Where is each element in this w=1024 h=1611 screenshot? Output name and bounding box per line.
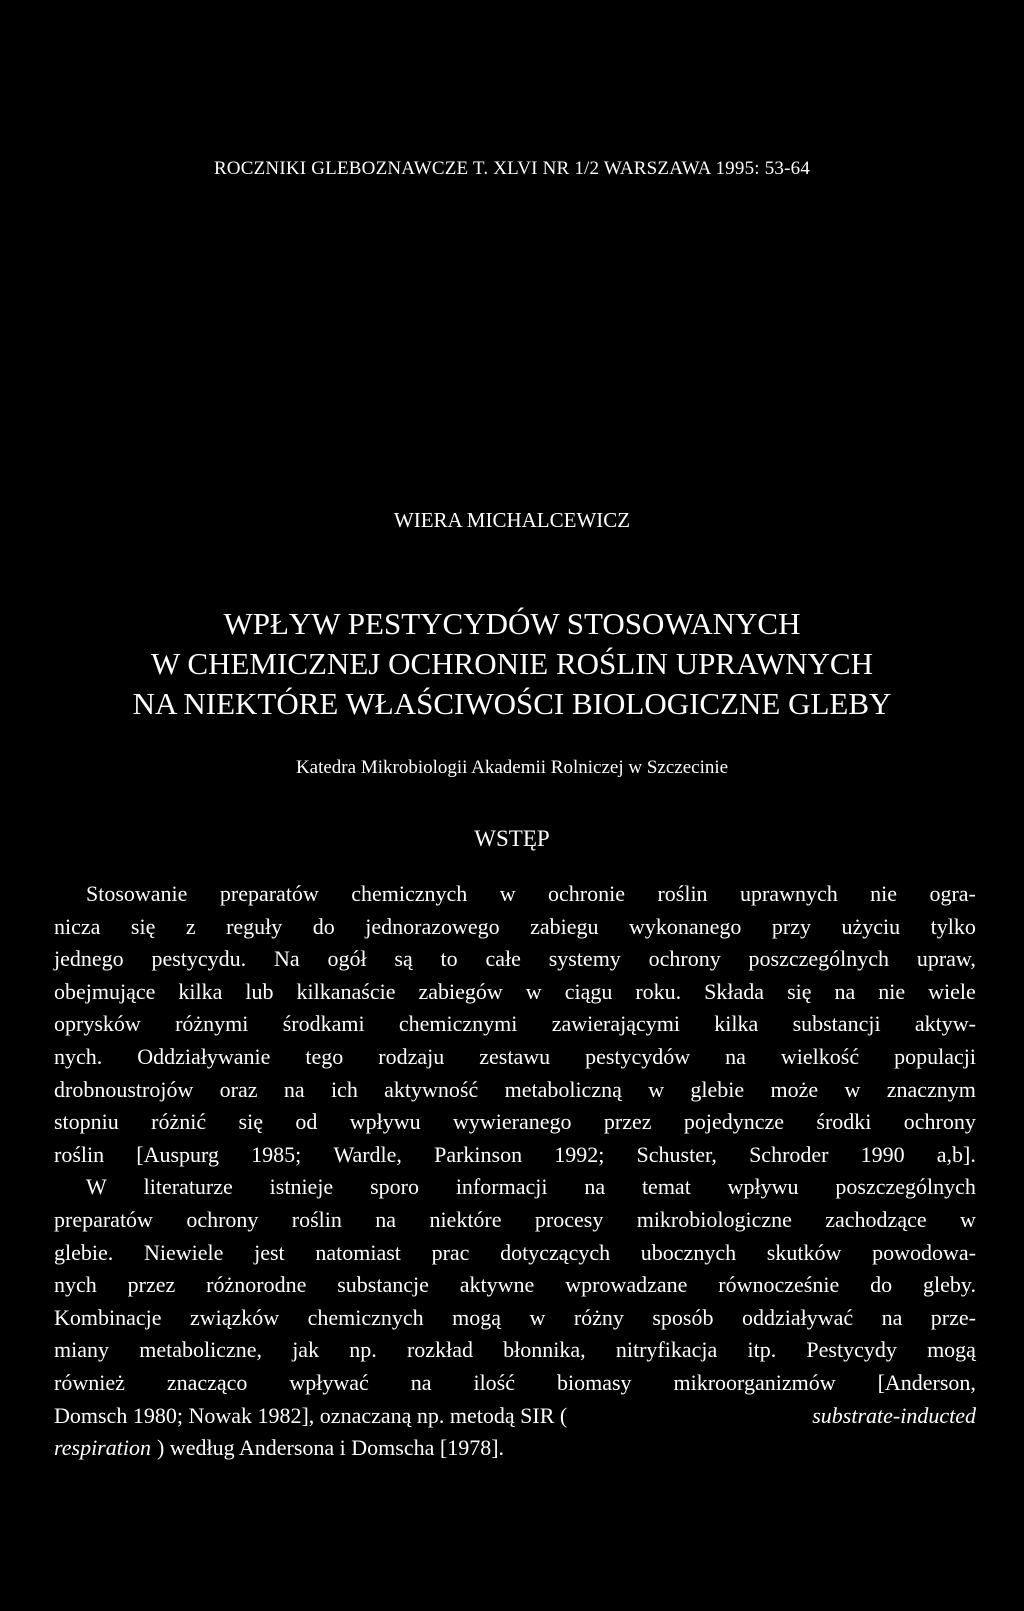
body-line [54,1367,976,1400]
word: ilość [473,1369,516,1395]
word: może [770,1076,819,1102]
word: oddziaływać [741,1304,854,1330]
word: w [960,1206,976,1232]
word: chemicznymi [398,1011,518,1037]
word: jednorazowego [365,913,500,939]
word: wywieranego [452,1109,572,1135]
word: wielkość [780,1043,860,1069]
body-line [54,1269,976,1302]
word: Składa [704,978,765,1004]
word: poszczególnych [748,946,890,972]
word: różnymi [175,1011,249,1037]
body-line [54,1106,976,1139]
body-line [54,1139,976,1172]
word: na [375,1206,397,1232]
word: Parkinson [434,1141,523,1167]
word: a,b]. [936,1141,976,1167]
word: natomiast [315,1239,401,1265]
word: dotyczących [500,1239,611,1265]
word: nicza [54,913,101,939]
word: glebie [690,1076,745,1102]
word: glebie. [54,1239,114,1265]
word: zabiegów [418,978,503,1004]
word: ochronie [548,881,626,906]
word: Wardle, [333,1141,402,1167]
word: zachodzące [825,1206,927,1232]
word: na [725,1043,746,1069]
word: rozkład [406,1337,473,1363]
word: ochrony [186,1206,259,1232]
word: z [185,913,196,939]
word: roku. [635,978,682,1004]
title-line: WPŁYW PESTYCYDÓW STOSOWANYCH [223,606,801,641]
word: kilkanaście [296,978,396,1004]
word: prac [431,1239,470,1265]
body-line [54,878,976,911]
word: temat [641,1174,691,1200]
word: itp. [747,1337,777,1363]
word: przez [127,1272,176,1298]
word: chemicznych [351,881,468,906]
word: ochrony [648,946,721,972]
word: w [844,1076,861,1102]
word: wprowadzane [565,1272,688,1298]
affiliation: Katedra Mikrobiologii Akademii Rolniczej w Szczecinie [295,757,729,778]
word: równocześnie [718,1272,840,1298]
word: aktywne [459,1272,535,1298]
body-line [54,1204,976,1237]
word: preparatów [54,1206,153,1232]
word: pestycydów [585,1043,691,1069]
word: Kombinacje [54,1304,162,1330]
word: nych. [54,1043,103,1069]
word: się [238,1109,263,1135]
word: powodowa- [872,1239,976,1265]
body-line [54,1074,976,1107]
body-line-mixed [54,1432,976,1465]
word: systemy [548,946,621,972]
word: roślin [54,1141,105,1167]
word: w [648,1076,665,1102]
word: procesy [534,1206,604,1232]
word: poszczególnych [835,1174,976,1200]
word: metaboliczną [504,1076,622,1102]
word: zabiegu [530,913,599,939]
word: w [499,881,516,906]
word: preparatów [219,881,319,906]
word: kilka [178,978,223,1004]
word: nie [878,978,906,1004]
word: sposób [652,1304,714,1330]
word: substancje [337,1272,429,1298]
word: Stosowanie [86,881,188,906]
word: ogół [327,946,367,972]
word: lub [245,978,274,1004]
journal-header: ROCZNIKI GLEBOZNAWCZE T. XLVI NR 1/2 WARSZAWA 1995: 53-64 [213,158,811,179]
body-line [54,976,976,1009]
body-line-italic: respiration [54,1435,151,1461]
word: Schuster, [636,1141,717,1167]
word: Schroder [749,1141,829,1167]
word: reguły [226,913,283,939]
body-line-mixed [54,1400,976,1433]
word: substancji [792,1011,881,1037]
word: w [529,1304,546,1330]
word: roślin [291,1206,342,1232]
word: na [584,1174,606,1200]
word: środkami [282,1011,365,1037]
article-title [0,604,1024,724]
word: wpływu [727,1174,799,1200]
body-line [54,1008,976,1041]
word: sporo [370,1174,419,1200]
body-line [54,1302,976,1335]
word: Oddziaływanie [137,1043,271,1069]
word: populacji [894,1043,976,1069]
word: znacząco [166,1369,248,1395]
word: ogra- [929,881,976,906]
word: uprawnych [739,881,838,906]
word: [Anderson, [877,1369,976,1395]
word: ubocznych [640,1239,737,1265]
word: stopniu [54,1109,119,1135]
word: np. [349,1337,377,1363]
word: nie [870,881,898,906]
word: zawierającymi [551,1011,680,1037]
word: to [440,946,458,972]
word: W [86,1174,107,1200]
word: różnorodne [206,1272,307,1298]
word: zestawu [479,1043,551,1069]
word: do [870,1272,893,1298]
word: mikroorganizmów [673,1369,836,1395]
word: na [283,1076,305,1102]
word: wpływu [349,1109,421,1135]
word: związków [189,1304,280,1330]
word: nitryfikacja [615,1337,718,1363]
word: do [312,913,335,939]
body-line [54,1171,976,1204]
word: od [295,1109,318,1135]
word: wiele [928,978,976,1004]
word: całe [485,946,521,972]
word: na [410,1369,432,1395]
word: ich [330,1076,358,1102]
word: różny [573,1304,624,1330]
word: jak [292,1337,320,1363]
word: mikrobiologiczne [636,1206,792,1232]
word: Pestycydy [806,1337,897,1363]
word: pojedyncze [683,1109,785,1135]
author-name: WIERA MICHALCEWICZ [393,508,631,532]
word: rodzaju [378,1043,445,1069]
word: w [525,978,542,1004]
word: niektóre [429,1206,502,1232]
word: się [130,913,156,939]
word: są [394,946,413,972]
word: błonnika, [503,1337,586,1363]
word: 1985; [251,1141,302,1167]
section-heading: WSTĘP [474,826,550,851]
word: przez [603,1109,652,1135]
word: drobnoustrojów [54,1076,194,1102]
word: środki [816,1109,872,1135]
word: 1990 [860,1141,905,1167]
word: [Auspurg [136,1141,219,1167]
word: aktyw- [914,1011,976,1037]
word: ciągu [564,978,613,1004]
word: literaturze [143,1174,233,1200]
word: Niewiele [143,1239,224,1265]
word: wpływać [289,1369,369,1395]
word: się [787,978,812,1004]
word: tego [305,1043,344,1069]
word: obejmujące [54,978,156,1004]
word: Na [273,946,300,972]
word: oraz [219,1076,258,1102]
word: istnieje [269,1174,334,1200]
word: różnić [151,1109,207,1135]
word: 1992; [554,1141,605,1167]
body-line [54,1237,976,1270]
body-line [54,1334,976,1367]
word: jest [254,1239,285,1265]
word: znacznym [886,1076,976,1102]
body-line [54,943,976,976]
word: miany [54,1337,109,1363]
word: mogą [927,1337,976,1363]
word: chemicznych [307,1304,424,1330]
word: wykonanego [629,913,742,939]
word: skutków [766,1239,842,1265]
word: oprysków [54,1011,141,1037]
word: gleby. [923,1272,976,1298]
word: ochrony [903,1109,976,1135]
word: kilka [714,1011,759,1037]
word: prze- [930,1304,976,1330]
body-line [54,911,976,944]
title-line: W CHEMICZNEJ OCHRONIE ROŚLIN UPRAWNYCH [150,646,873,681]
word: informacji [455,1174,548,1200]
body-line [54,1041,976,1074]
word: metaboliczne, [139,1337,262,1363]
word: mogą [452,1304,502,1330]
body-text [54,878,976,1465]
word: aktywność [384,1076,479,1102]
body-line-text: Domsch 1980; Nowak 1982], oznaczaną np. metodą SIR ( [54,1402,568,1428]
word: jednego [54,946,124,972]
word: przy [771,913,812,939]
word: również [54,1369,125,1395]
body-line-text: ) według Andersona i Domscha [1978]. [156,1435,505,1461]
title-line: NA NIEKTÓRE WŁAŚCIWOŚCI BIOLOGICZNE GLEBY [132,686,892,721]
body-line-italic: substrate-inducted [812,1402,976,1428]
word: tylko [930,913,976,939]
word: na [881,1304,903,1330]
word: użyciu [841,913,901,939]
word: biomasy [556,1369,632,1395]
word: pestycydu. [151,946,247,972]
word: na [834,978,856,1004]
word: nych [54,1272,97,1298]
word: roślin [657,881,708,906]
word: upraw, [916,946,976,972]
